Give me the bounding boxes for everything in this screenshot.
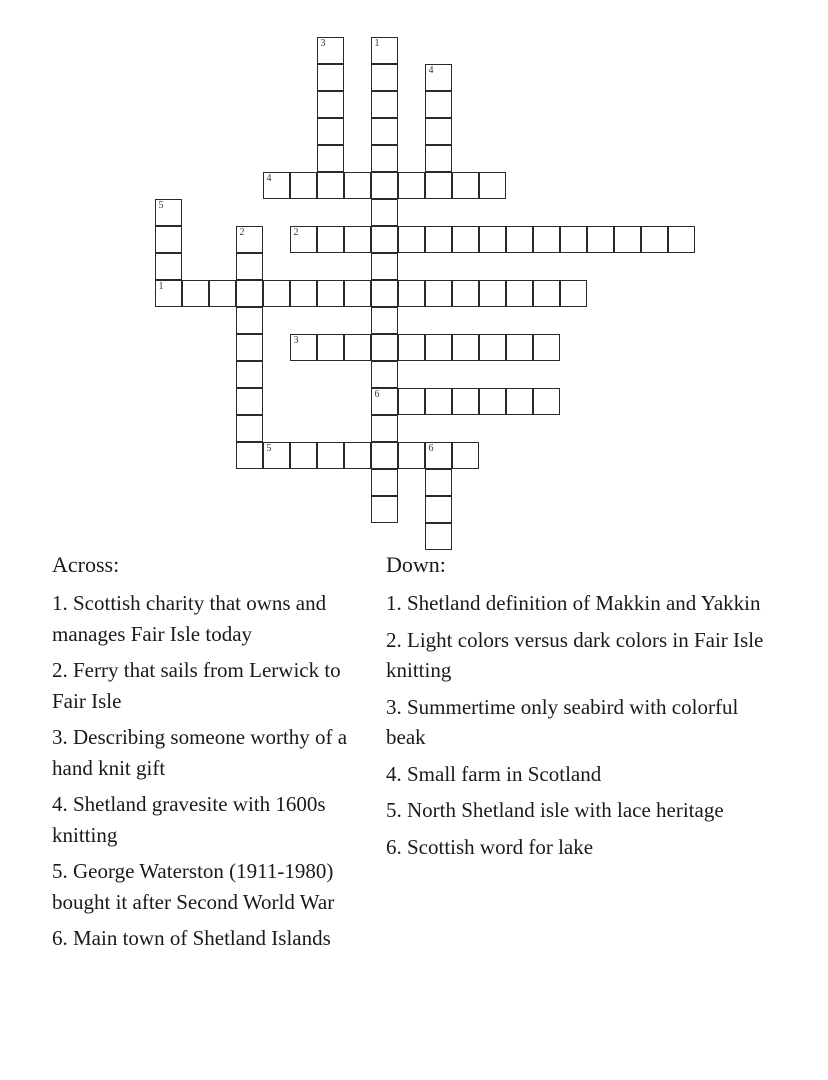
across-clues-column: [0, 548, 380, 960]
across-heading: Across:: [52, 552, 120, 577]
crossword-cell[interactable]: [371, 307, 398, 334]
crossword-cell[interactable]: [155, 253, 182, 280]
down-heading: Down:: [386, 552, 446, 577]
crossword-cell[interactable]: [317, 91, 344, 118]
crossword-cell[interactable]: [236, 361, 263, 388]
crossword-cell[interactable]: [263, 280, 290, 307]
crossword-cell[interactable]: [317, 442, 344, 469]
across-clue-4: 4. Shetland gravesite with 1600s knitting: [52, 792, 326, 847]
crossword-cell[interactable]: [425, 523, 452, 550]
crossword-cell[interactable]: [452, 442, 479, 469]
clues-section: [0, 548, 828, 960]
crossword-cell[interactable]: [371, 37, 398, 64]
crossword-cell[interactable]: [371, 91, 398, 118]
crossword-cell[interactable]: [533, 334, 560, 361]
crossword-cell[interactable]: [371, 469, 398, 496]
cell-number-label: 1: [158, 281, 164, 292]
across-clue-3: 3. Describing someone worthy of a hand knit gift: [52, 725, 348, 780]
crossword-cell[interactable]: [236, 253, 263, 280]
crossword-cell[interactable]: [290, 280, 317, 307]
down-clue-2: 2. Light colors versus dark colors in Fair Isle knitting: [386, 627, 764, 682]
crossword-cell[interactable]: [425, 118, 452, 145]
crossword-cell[interactable]: [371, 145, 398, 172]
crossword-cell[interactable]: [290, 334, 317, 361]
cell-number-label: 2: [239, 227, 245, 238]
crossword-cell[interactable]: [560, 280, 587, 307]
crossword-cell[interactable]: [317, 226, 344, 253]
crossword-cell[interactable]: [317, 145, 344, 172]
cell-number-label: 1: [374, 38, 380, 49]
crossword-cell[interactable]: [236, 226, 263, 253]
crossword-cell[interactable]: [425, 64, 452, 91]
crossword-cell[interactable]: [398, 226, 425, 253]
crossword-cell[interactable]: [452, 172, 479, 199]
crossword-cell[interactable]: [371, 253, 398, 280]
crossword-cell[interactable]: [425, 469, 452, 496]
crossword-cell[interactable]: [371, 118, 398, 145]
crossword-cell[interactable]: [371, 496, 398, 523]
crossword-cell[interactable]: [533, 226, 560, 253]
cell-number-label: 6: [428, 443, 434, 454]
cell-number-label: 2: [293, 227, 299, 238]
crossword-cell[interactable]: [506, 388, 533, 415]
crossword-cell[interactable]: [425, 172, 452, 199]
crossword-cell[interactable]: [398, 172, 425, 199]
cell-number-label: 3: [320, 38, 326, 49]
down-clue-list: [386, 588, 780, 862]
crossword-cell[interactable]: [236, 307, 263, 334]
across-clue-5: 5. George Waterston (1911-1980) bought it after Second World War: [52, 859, 335, 914]
crossword-cell[interactable]: [479, 334, 506, 361]
down-clues-column: [380, 548, 780, 868]
crossword-cell[interactable]: [371, 199, 398, 226]
crossword-cell[interactable]: [236, 280, 263, 307]
crossword-cell[interactable]: [371, 226, 398, 253]
crossword-cell[interactable]: [371, 361, 398, 388]
crossword-cell[interactable]: [182, 280, 209, 307]
crossword-cell[interactable]: [425, 280, 452, 307]
crossword-cell[interactable]: [155, 199, 182, 226]
crossword-grid[interactable]: [155, 37, 775, 537]
crossword-cell[interactable]: [344, 172, 371, 199]
across-clue-list: [52, 588, 372, 954]
crossword-cell[interactable]: [479, 388, 506, 415]
crossword-cell[interactable]: [425, 91, 452, 118]
crossword-cell[interactable]: [425, 145, 452, 172]
crossword-cell[interactable]: [425, 496, 452, 523]
down-clue-3: 3. Summertime only seabird with colorful beak: [386, 694, 739, 749]
crossword-cell[interactable]: [371, 64, 398, 91]
crossword-cell[interactable]: [344, 280, 371, 307]
crossword-cell[interactable]: [398, 388, 425, 415]
crossword-cell[interactable]: [398, 280, 425, 307]
crossword-cell[interactable]: [317, 64, 344, 91]
cell-number-label: 5: [266, 443, 272, 454]
crossword-cell[interactable]: [506, 334, 533, 361]
crossword-cell[interactable]: [479, 172, 506, 199]
crossword-cell[interactable]: [506, 226, 533, 253]
crossword-cell[interactable]: [371, 334, 398, 361]
crossword-cell[interactable]: [344, 226, 371, 253]
crossword-cell[interactable]: [290, 172, 317, 199]
crossword-cell[interactable]: [371, 280, 398, 307]
cell-number-label: 6: [374, 389, 380, 400]
crossword-cell[interactable]: [506, 280, 533, 307]
down-clue-4: 4. Small farm in Scotland: [386, 761, 602, 786]
across-clue-6: 6. Main town of Shetland Islands: [52, 926, 331, 950]
crossword-cell[interactable]: [209, 280, 236, 307]
crossword-cell[interactable]: [398, 334, 425, 361]
across-clue-1: 1. Scottish charity that owns and manages Fair Isle today: [52, 591, 327, 646]
crossword-cell[interactable]: [479, 280, 506, 307]
crossword-cell[interactable]: [425, 388, 452, 415]
crossword-cell[interactable]: [452, 388, 479, 415]
crossword-cell[interactable]: [263, 442, 290, 469]
crossword-cell[interactable]: [425, 334, 452, 361]
crossword-cell[interactable]: [155, 280, 182, 307]
crossword-cell[interactable]: [371, 442, 398, 469]
crossword-cell[interactable]: [371, 172, 398, 199]
crossword-cell[interactable]: [317, 280, 344, 307]
crossword-cell[interactable]: [290, 226, 317, 253]
crossword-cell[interactable]: [668, 226, 695, 253]
crossword-cell[interactable]: [587, 226, 614, 253]
crossword-cell[interactable]: [236, 415, 263, 442]
crossword-cell[interactable]: [317, 334, 344, 361]
crossword-cell[interactable]: [533, 388, 560, 415]
crossword-cell[interactable]: [344, 442, 371, 469]
down-clue-6: 6. Scottish word for lake: [386, 834, 594, 859]
crossword-cell[interactable]: [371, 388, 398, 415]
crossword-cell[interactable]: [155, 226, 182, 253]
crossword-cell[interactable]: [533, 280, 560, 307]
crossword-cell[interactable]: [614, 226, 641, 253]
crossword-cell[interactable]: [317, 37, 344, 64]
cell-number-label: 4: [266, 173, 272, 184]
crossword-cell[interactable]: [452, 280, 479, 307]
crossword-cell[interactable]: [641, 226, 668, 253]
crossword-cell[interactable]: [236, 442, 263, 469]
crossword-cell[interactable]: [263, 172, 290, 199]
crossword-cell[interactable]: [398, 442, 425, 469]
crossword-cell[interactable]: [344, 334, 371, 361]
down-clue-1: 1. Shetland definition of Makkin and Yakkin: [386, 591, 761, 615]
crossword-cell[interactable]: [371, 415, 398, 442]
crossword-cell[interactable]: [560, 226, 587, 253]
crossword-cell[interactable]: [452, 226, 479, 253]
crossword-cell[interactable]: [479, 226, 506, 253]
cell-number-label: 4: [428, 65, 434, 76]
crossword-cell[interactable]: [452, 334, 479, 361]
crossword-cell[interactable]: [425, 442, 452, 469]
crossword-cell[interactable]: [290, 442, 317, 469]
crossword-cell[interactable]: [317, 172, 344, 199]
crossword-cell[interactable]: [236, 388, 263, 415]
crossword-cell[interactable]: [425, 226, 452, 253]
down-clue-5: 5. North Shetland isle with lace heritage: [386, 798, 724, 822]
cell-number-label: 5: [158, 200, 164, 211]
crossword-cell[interactable]: [317, 118, 344, 145]
crossword-cell[interactable]: [236, 334, 263, 361]
across-clue-2: 2. Ferry that sails from Lerwick to Fair Isle: [52, 658, 341, 713]
cell-number-label: 3: [293, 335, 299, 346]
